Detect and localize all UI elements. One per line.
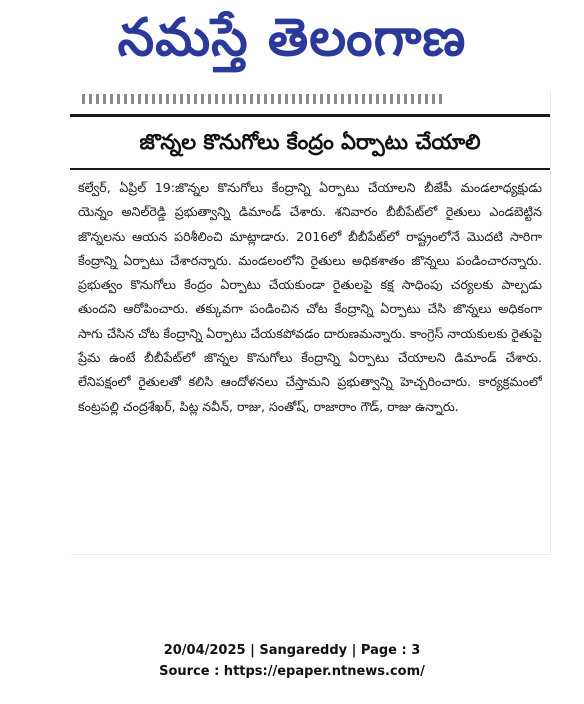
article-headline: జొన్నల కొనుగోలు కేంద్రం ఏర్పాటు చేయాలి — [139, 130, 481, 154]
cut-text-fragment — [82, 94, 442, 104]
footer-source-link[interactable]: Source : https://epaper.ntnews.com/ — [159, 664, 425, 679]
article-body: కల్వేర్, ఏప్రిల్ 19:జొన్నల కొనుగోలు కేంద్రాన్ని ఏర్పాటు చేయాలని బీజేపీ మండలాధ్యక్షుడు యెన్నం అనిల్‌రెడ్డి ప్రభుత్వాన్ని డిమాండ్ చేశారు. శనివారం బీబీపేట్‌లో రైతులు ఎండబెట్టిన జొన్నలను ఆయన పరిశీలించి మాట్లాడారు. 2016లో బీబీపేట్‌లో రాష్ట్రంలోనే మొదటి సారిగా కేంద్రాన్ని ఏర్పాటు చేశారన్నారు. మండలంలోని రైతులు అధికశాతం జొన్నలు పండించారన్నారు. ప్రభుత్వం కొనుగోలు కేంద్రం ఏర్పాటు చేయకుండా రైతులపై కక్ష సాధింపు చర్యలకు పాల్పడు తుందని ఆరోపించారు. తక్కువగా పండించిన చోట కేంద్రాన్ని ఏర్పాటు చేసి జొన్నలు అధికంగా సాగు చేసిన చోట కేంద్రాన్ని ఏర్పాటు చేయకపోవడం దారుణమన్నారు. కాంగ్రెస్ నాయకులకు రైతుపై ప్రేమ ఉంటే బీబీపేట్‌లో జొన్నల కొనుగోలు కేంద్రాన్ని ఏర్పాటు చేయాలని డిమాండ్ చేశారు. లేనిపక్షంలో రైతులతో కలిసి ఆందోళనలు చేస్తామని ప్రభుత్వాన్ని హెచ్చరించారు. కార్యక్రమంలో కంట్రపల్లి చంద్రశేఖర్, పిట్ల నవీన్, రాజు, సంతోష్, రాజారాం గౌడ్, రాజు ఉన్నారు. — [78, 180, 542, 414]
clipping-footer — [0, 640, 584, 682]
footer-date-edition-page: 20/04/2025 | Sangareddy | Page : 3 — [163, 643, 421, 658]
headline-bottom-rule — [70, 168, 550, 170]
headline-top-rule — [70, 114, 550, 117]
clipped-previous-text-line — [70, 90, 550, 104]
article-clipping — [70, 90, 550, 554]
newspaper-masthead: నమస్తే తెలంగాణ — [117, 8, 467, 68]
